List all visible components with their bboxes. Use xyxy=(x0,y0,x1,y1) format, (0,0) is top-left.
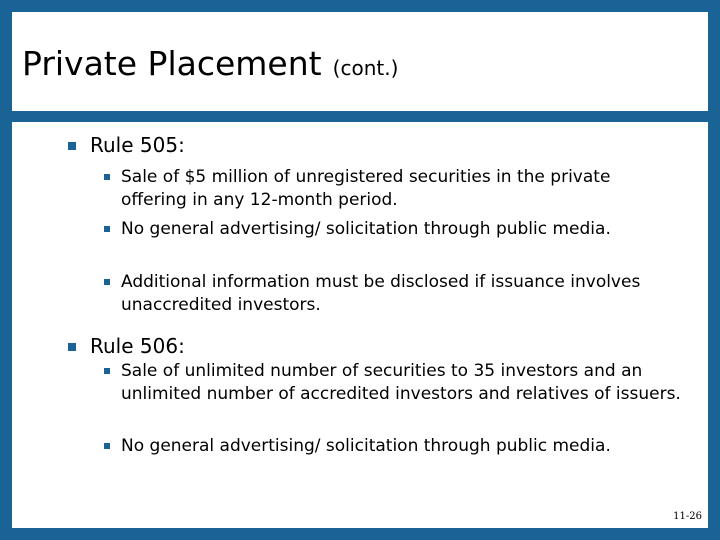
rule-505-item-2: No general advertising/ solicitation through public media. xyxy=(121,219,611,239)
section-heading-rule-506: Rule 506: xyxy=(90,334,185,358)
bullet-marker-icon xyxy=(68,343,76,351)
sub-bullet-marker-icon xyxy=(104,368,110,374)
section-heading-rule-505: Rule 505: xyxy=(90,133,185,157)
rule-505-item-1: Sale of $5 million of unregistered securities in the private offering in any 12-month period. xyxy=(121,167,611,210)
rule-506-item-1: Sale of unlimited number of securities to 35 investors and an unlimited number of accredited investors and relatives of issuers. xyxy=(121,361,681,404)
slide-title-main: Private Placement xyxy=(22,44,322,83)
bullet-marker-icon xyxy=(68,142,76,150)
slide-title-sub: (cont.) xyxy=(332,56,399,80)
sub-bullet-marker-icon xyxy=(104,279,110,285)
sub-bullet-marker-icon xyxy=(104,226,110,232)
slide-title xyxy=(22,44,398,83)
rule-506-item-2: No general advertising/ solicitation through public media. xyxy=(121,436,611,456)
rule-505-item-3: Additional information must be disclosed if issuance involves unaccredited investors. xyxy=(121,272,641,315)
page-number: 11-26 xyxy=(673,511,702,522)
sub-bullet-marker-icon xyxy=(104,174,110,180)
sub-bullet-marker-icon xyxy=(104,443,110,449)
